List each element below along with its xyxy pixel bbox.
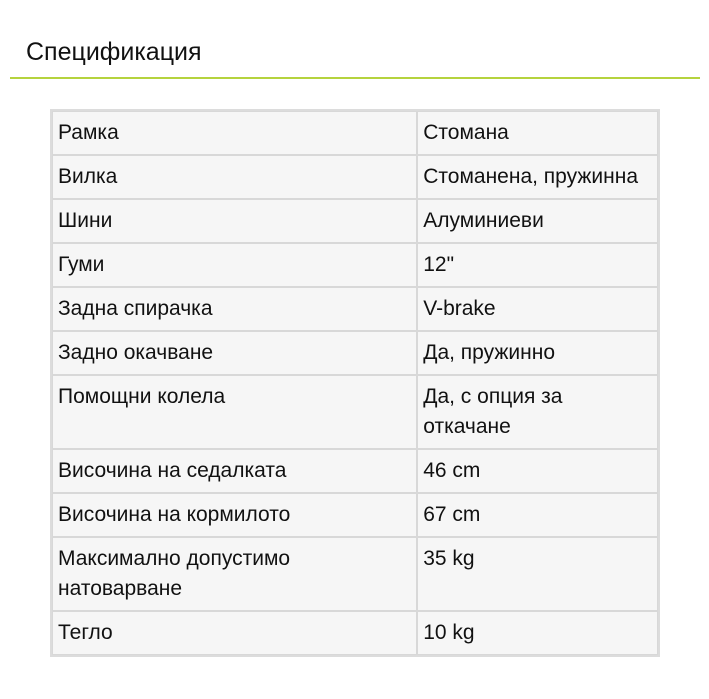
spec-label: Задно окачване [52,331,417,375]
spec-table [50,109,660,657]
spec-label: Задна спирачка [52,287,417,331]
spec-label: Шини [52,199,417,243]
spec-value: 46 cm [417,449,658,493]
title-underline [10,77,700,79]
spec-value: 10 kg [417,611,658,655]
table-row [52,331,658,375]
table-row [52,243,658,287]
spec-value: Алуминиеви [417,199,658,243]
table-row [52,537,658,611]
spec-value: 12" [417,243,658,287]
table-row [52,375,658,449]
spec-label: Гуми [52,243,417,287]
table-row [52,287,658,331]
spec-value: Стоманена, пружинна [417,155,658,199]
spec-label: Височина на кормилото [52,493,417,537]
spec-value: V-brake [417,287,658,331]
spec-value: 35 kg [417,537,658,611]
spec-label: Помощни колела [52,375,417,449]
spec-label: Рамка [52,111,417,155]
spec-value: Да, с опция за откачане [417,375,658,449]
spec-label: Височина на седалката [52,449,417,493]
section-title: Спецификация [26,38,202,66]
spec-value: Стомана [417,111,658,155]
table-row [52,611,658,655]
table-row [52,155,658,199]
spec-label: Тегло [52,611,417,655]
spec-value: Да, пружинно [417,331,658,375]
spec-label: Вилка [52,155,417,199]
table-row [52,111,658,155]
table-row [52,493,658,537]
spec-value: 67 cm [417,493,658,537]
spec-label: Максимално допустимо натоварване [52,537,417,611]
table-row [52,449,658,493]
table-row [52,199,658,243]
